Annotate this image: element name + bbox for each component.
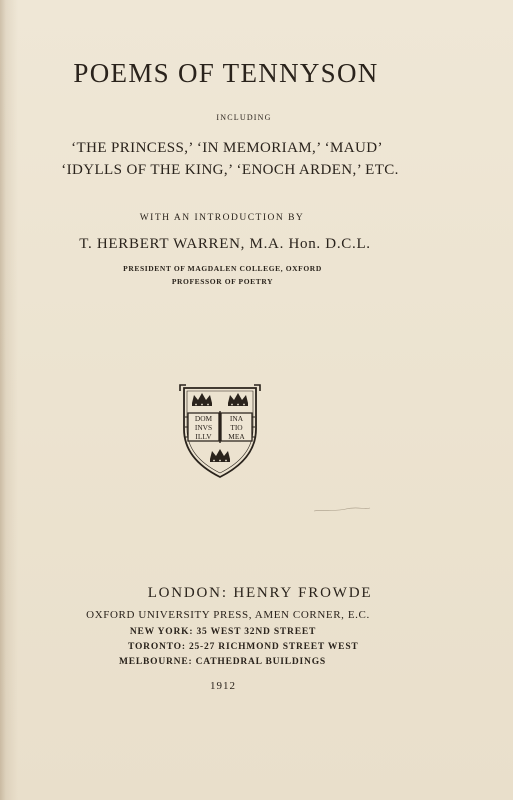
book-right-line-2: TIO xyxy=(230,423,243,432)
open-book-icon xyxy=(185,411,255,443)
publication-year: 1912 xyxy=(210,680,236,692)
introduction-label: WITH AN INTRODUCTION BY xyxy=(139,213,305,223)
book-title: POEMS OF TENNYSON xyxy=(73,58,379,88)
book-left-line-3: ILLV xyxy=(195,432,212,441)
crown-top-left-icon xyxy=(192,393,212,406)
crown-top-right-icon xyxy=(228,393,248,406)
melbourne-address: MELBOURNE: CATHEDRAL BUILDINGS xyxy=(119,657,326,667)
toronto-address: TORONTO: 25-27 RICHMOND STREET WEST xyxy=(128,642,359,652)
oxford-university-arms-icon xyxy=(178,383,262,481)
book-right-line-1: INA xyxy=(229,414,244,423)
including-label: INCLUDING xyxy=(216,113,272,122)
paper-mark xyxy=(312,505,372,515)
book-left-line-2: INVS xyxy=(194,423,213,432)
book-right-line-3: MEA xyxy=(228,432,245,441)
included-works-line-2: ‘IDYLLS OF THE KING,’ ‘ENOCH ARDEN,’ ETC. xyxy=(61,162,399,178)
new-york-address: NEW YORK: 35 WEST 32ND STREET xyxy=(129,627,317,637)
seal-graphic xyxy=(178,383,262,481)
included-works-line-1: ‘THE PRINCESS,’ ‘IN MEMORIAM,’ ‘MAUD’ xyxy=(71,140,383,156)
author-position-2: PROFESSOR OF POETRY xyxy=(171,277,274,286)
author-position-1: PRESIDENT OF MAGDALEN COLLEGE, OXFORD xyxy=(123,264,322,273)
crown-bottom-icon xyxy=(210,449,230,462)
introduction-author: T. HERBERT WARREN, M.A. Hon. D.C.L. xyxy=(79,236,371,252)
publisher-line: LONDON: HENRY FROWDE xyxy=(147,585,373,601)
book-left-line-1: DOM xyxy=(194,414,213,423)
press-address: OXFORD UNIVERSITY PRESS, AMEN CORNER, E.C. xyxy=(86,609,370,621)
